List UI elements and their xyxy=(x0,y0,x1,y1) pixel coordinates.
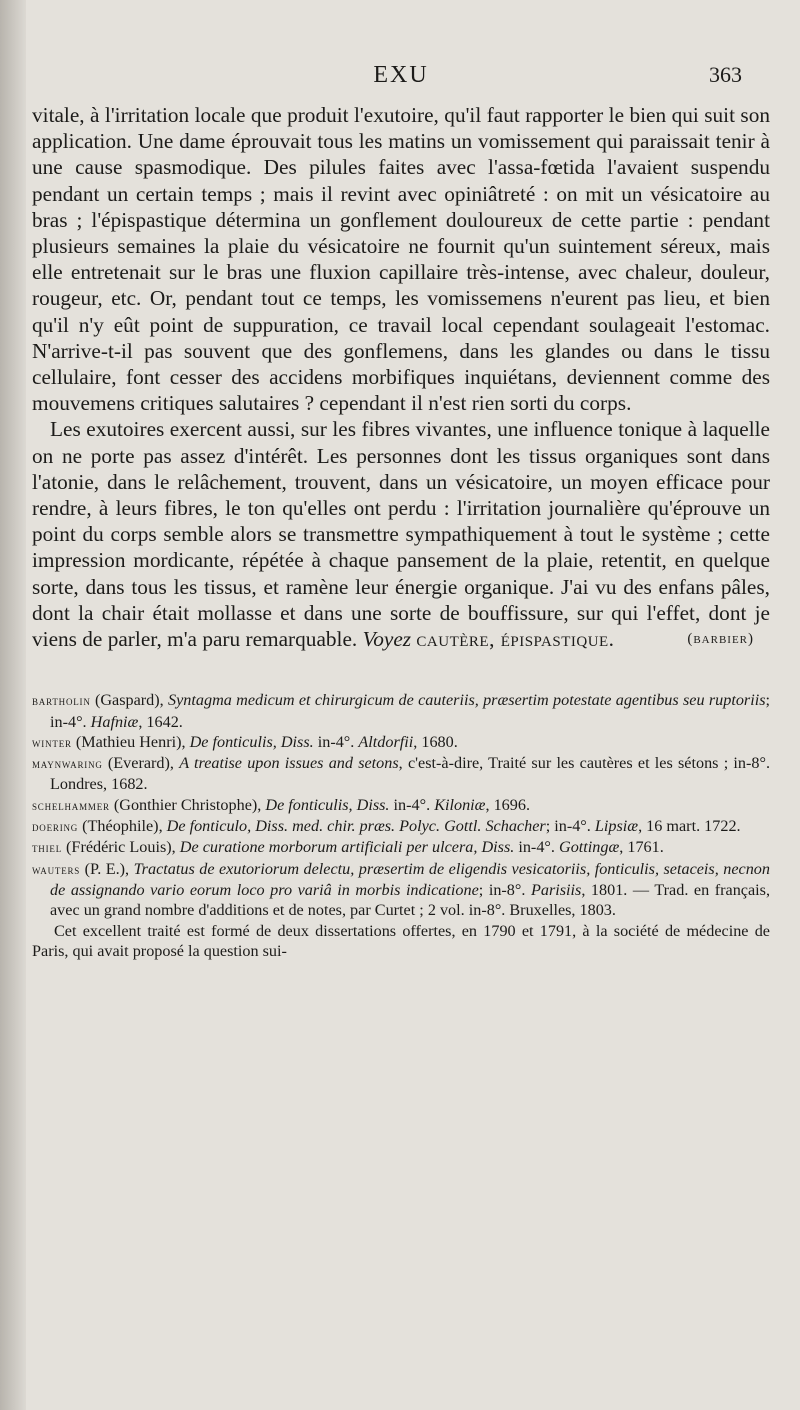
bibliography xyxy=(32,690,770,961)
article-signature: (barbier) xyxy=(687,631,754,648)
entry-title: De fonticulo, Diss. med. chir. præs. Polyc. Gottl. Schacher xyxy=(166,817,546,836)
paragraph xyxy=(32,416,770,652)
entry-author: winter xyxy=(32,734,72,750)
running-title: EXU xyxy=(373,62,429,88)
entry-title: Syntagma medicum et chirurgicum de cauteriis, præsertim potestate agentibus seu ruptoriis xyxy=(168,691,766,710)
running-header xyxy=(32,62,770,102)
bibliography-note: Cet excellent traité est formé de deux dissertations offertes, en 1790 et 1791, à la société de médecine de Paris, qui avait proposé la question sui- xyxy=(32,921,770,960)
entry-title: De fonticulis, Diss. xyxy=(189,732,314,751)
entry-title: A treatise upon issues and setons xyxy=(179,754,399,773)
entry-author: wauters xyxy=(32,861,81,877)
entry-author: schelhammer xyxy=(32,797,110,813)
bibliography-entry: bartholin (Gaspard), Syntagma medicum et chirurgicum de cauteriis, præsertim potestate agentibus seu ruptoriis; in-4°. Hafniæ, 1642. xyxy=(32,691,771,731)
bibliography-entry: thiel (Frédéric Louis), De curatione morborum artificiali per ulcera, Diss. in-4°. Gottingæ, 1761. xyxy=(32,838,664,857)
page-gutter-shadow xyxy=(0,0,26,1410)
bibliography-entry: wauters (P. E.), Tractatus de exutoriorum delectu, præsertim de eligendis vesicatoriis, fonticulis, setaceis, necnon de assignando vario eorum loco pro variâ in morbis indicatione; in-8°. Parisiis, 1801. — Trad. en français, avec un grand nombre d'additions et de notes, par Curtet ; 2 vol. in-8°. Bruxelles, 1803. xyxy=(32,859,771,920)
entry-author: bartholin xyxy=(32,693,91,709)
main-text xyxy=(32,102,770,652)
entry-title: De fonticulis, Diss. xyxy=(265,795,390,814)
bibliography-entry: doering (Théophile), De fonticulo, Diss. med. chir. præs. Polyc. Gottl. Schacher; in-4°. Lipsiæ, 16 mart. 1722. xyxy=(32,817,741,836)
bibliography-entry: schelhammer (Gonthier Christophe), De fonticulis, Diss. in-4°. Kiloniæ, 1696. xyxy=(32,795,530,814)
paragraph-text: Les exutoires exercent aussi, sur les fibres vivantes, une influence tonique à laquelle on ne porte pas assez d'intérêt. Les personnes dont les tissus organiques sont dans l'atonie, dans le relâchement, trouvent, dans un vésicatoire, un moyen efficace pour rendre, à leurs fibres, le ton qu'elles ont perdu : l'irritation journalière qu'éprouve un point du corps semble alors se transmettre sympathiquement à tout le système ; cette impression mordicante, répétée à chaque pansement de la plaie, retentit, en quelque sorte, dans tous les tissus, et ramène leur énergie organique. J'ai vu des enfans pâles, dont la chair était mollasse et dans une sorte de bouffissure, sur qui l'effet, dont je viens de parler, m'a paru remarquable. xyxy=(32,417,770,652)
cross-references: cautère, épispastique. xyxy=(416,627,615,652)
entry-title: De curatione morborum artificiali per ulcera, Diss. xyxy=(179,838,515,857)
entry-title: Tractatus de exutoriorum delectu, præsertim de eligendis vesicatoriis, fonticulis, setaceis, necnon de assignando vario eorum loco pro variâ in morbis indicatione xyxy=(50,859,770,899)
entry-author: doering xyxy=(32,819,79,835)
entry-author: maynwaring xyxy=(32,756,103,772)
voyez-label: Voyez xyxy=(362,627,412,652)
entry-author: thiel xyxy=(32,840,62,856)
bibliography-entry: winter (Mathieu Henri), De fonticulis, Diss. in-4°. Altdorfii, 1680. xyxy=(32,732,458,751)
bibliography-entry: maynwaring (Everard), A treatise upon issues and setons, c'est-à-dire, Traité sur les cautères et les sétons ; in-8°. Londres, 1682. xyxy=(32,754,771,794)
paragraph: vitale, à l'irritation locale que produit l'exutoire, qu'il faut rapporter le bien qui suit son application. Une dame éprouvait tous les matins un vomissement qui paraissait tenir à une cause spasmodique. Des pilules faites avec l'assa-fœtida l'avaient suspendu pendant un certain temps ; mais il revint avec opiniâtreté : on mit un vésicatoire au bras ; l'épispastique détermina un gonflement douloureux de cette partie : pendant plusieurs semaines la plaie du vésicatoire ne fournit qu'un suintement séreux, mais elle entretenait sur le bras une fluxion capillaire très-intense, avec chaleur, douleur, rougeur, etc. Or, pendant tout ce temps, les vomissemens n'eurent pas lieu, et bien qu'il n'y eût point de suppuration, ce travail local cependant soulageait l'estomac. N'arrive-t-il pas souvent que des gonflemens, dans les glandes ou dans le tissu cellulaire, font cesser des accidens morbifiques inquiétans, deviennent comme des mouvemens critiques salutaires ? cependant il n'est rien sorti du corps. xyxy=(32,103,770,416)
page-number: 363 xyxy=(709,62,742,87)
